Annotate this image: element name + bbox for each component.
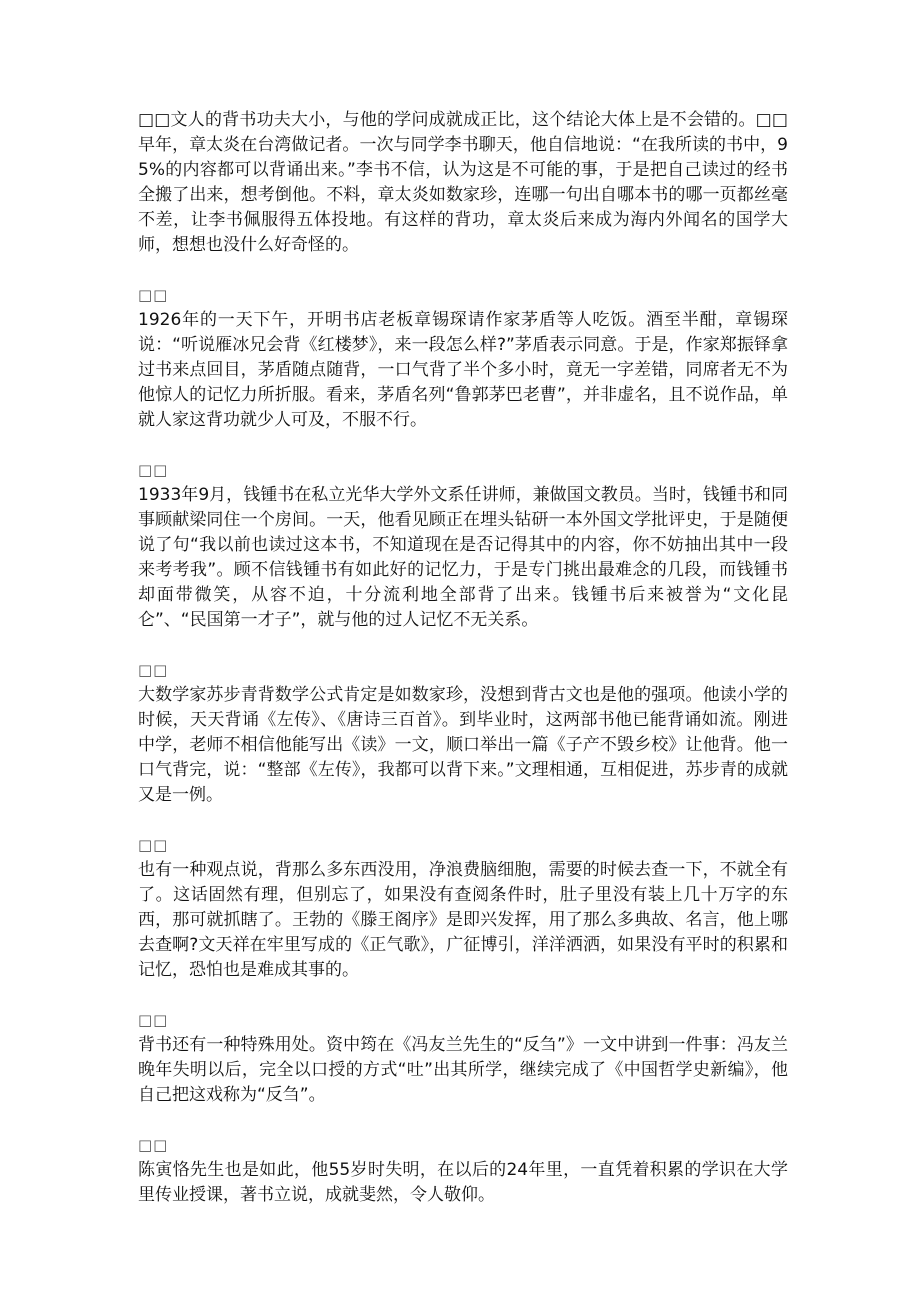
paragraph-6 xyxy=(138,1008,788,1108)
paragraph-7 xyxy=(138,1133,788,1208)
paragraph-marker: □□ xyxy=(138,836,169,854)
paragraph-text: 陈寅恪先生也是如此，他55岁时失明，在以后的24年里，一直凭着积累的学识在大学里传业授课，著书立说，成就斐然，令人敬仰。 xyxy=(138,1160,788,1205)
paragraph-marker: □□ xyxy=(138,461,169,479)
paragraph-3 xyxy=(138,458,788,633)
paragraph-4 xyxy=(138,658,788,808)
paragraph-text: 也有一种观点说，背那么多东西没用，净浪费脑细胞，需要的时候去查一下，不就全有了。这话固然有理，但别忘了，如果没有查阅条件时，肚子里没有装上几十万字的东西，那可就抓瞎了。王勃的《滕王阁序》是即兴发挥，用了那么多典故、名言，他上哪去查啊?文天祥在牢里写成的《正气歌》，广征博引，洋洋洒洒，如果没有平时的积累和记忆，恐怕也是难成其事的。 xyxy=(138,860,788,980)
paragraph-text: 1926年的一天下午，开明书店老板章锡琛请作家茅盾等人吃饭。酒至半酣，章锡琛说：“听说雁冰兄会背《红楼梦》，来一段怎么样?”茅盾表示同意。于是，作家郑振铎拿过书来点回目，茅盾随点随背，一口气背了半个多小时，竟无一字差错，同席者无不为他惊人的记忆力所折服。看来，茅盾名列“鲁郭茅巴老曹”，并非虚名，且不说作品，单就人家这背功就少人可及，不服不行。 xyxy=(138,310,788,430)
paragraph-text: 1933年9月，钱锺书在私立光华大学外文系任讲师，兼做国文教员。当时，钱锺书和同事顾献梁同住一个房间。一天，他看见顾正在埋头钻研一本外国文学批评史，于是随便说了句“我以前也读过这本书，不知道现在是否记得其中的内容，你不妨抽出其中一段来考考我”。顾不信钱锺书有如此好的记忆力，于是专门挑出最难念的几段，而钱锺书却面带微笑，从容不迫，十分流利地全部背了出来。钱锺书后来被誉为“文化昆仑”、“民国第一才子”，就与他的过人记忆不无关系。 xyxy=(138,485,788,630)
document-page xyxy=(138,108,788,1233)
paragraph-text: 大数学家苏步青背数学公式肯定是如数家珍，没想到背古文也是他的强项。他读小学的时候，天天背诵《左传》、《唐诗三百首》。到毕业时，这两部书他已能背诵如流。刚进中学，老师不相信他能写出《读》一文，顺口举出一篇《子产不毁乡校》让他背。他一口气背完，说：“整部《左传》，我都可以背下来。”文理相通，互相促进，苏步青的成就又是一例。 xyxy=(138,685,788,805)
paragraph-text: □□文人的背书功夫大小，与他的学问成就成正比，这个结论大体上是不会错的。□□早年，章太炎在台湾做记者。一次与同学李书聊天，他自信地说：“在我所读的书中，95%的内容都可以背诵出来。”李书不信，认为这是不可能的事，于是把自己读过的经书全搬了出来，想考倒他。不料，章太炎如数家珍，连哪一句出自哪本书的哪一页都丝毫不差，让李书佩服得五体投地。有这样的背功，章太炎后来成为海内外闻名的国学大师，想想也没什么好奇怪的。 xyxy=(138,110,788,255)
paragraph-marker: □□ xyxy=(138,661,169,679)
paragraph-1 xyxy=(138,108,788,258)
paragraph-marker: □□ xyxy=(138,1136,169,1154)
paragraph-marker: □□ xyxy=(138,1011,169,1029)
paragraph-marker: □□ xyxy=(138,286,169,304)
paragraph-5 xyxy=(138,833,788,983)
paragraph-text: 背书还有一种特殊用处。资中筠在《冯友兰先生的“反刍”》一文中讲到一件事：冯友兰晚年失明以后，完全以口授的方式“吐”出其所学，继续完成了《中国哲学史新编》，他自己把这戏称为“反刍”。 xyxy=(138,1035,788,1105)
paragraph-2 xyxy=(138,283,788,433)
